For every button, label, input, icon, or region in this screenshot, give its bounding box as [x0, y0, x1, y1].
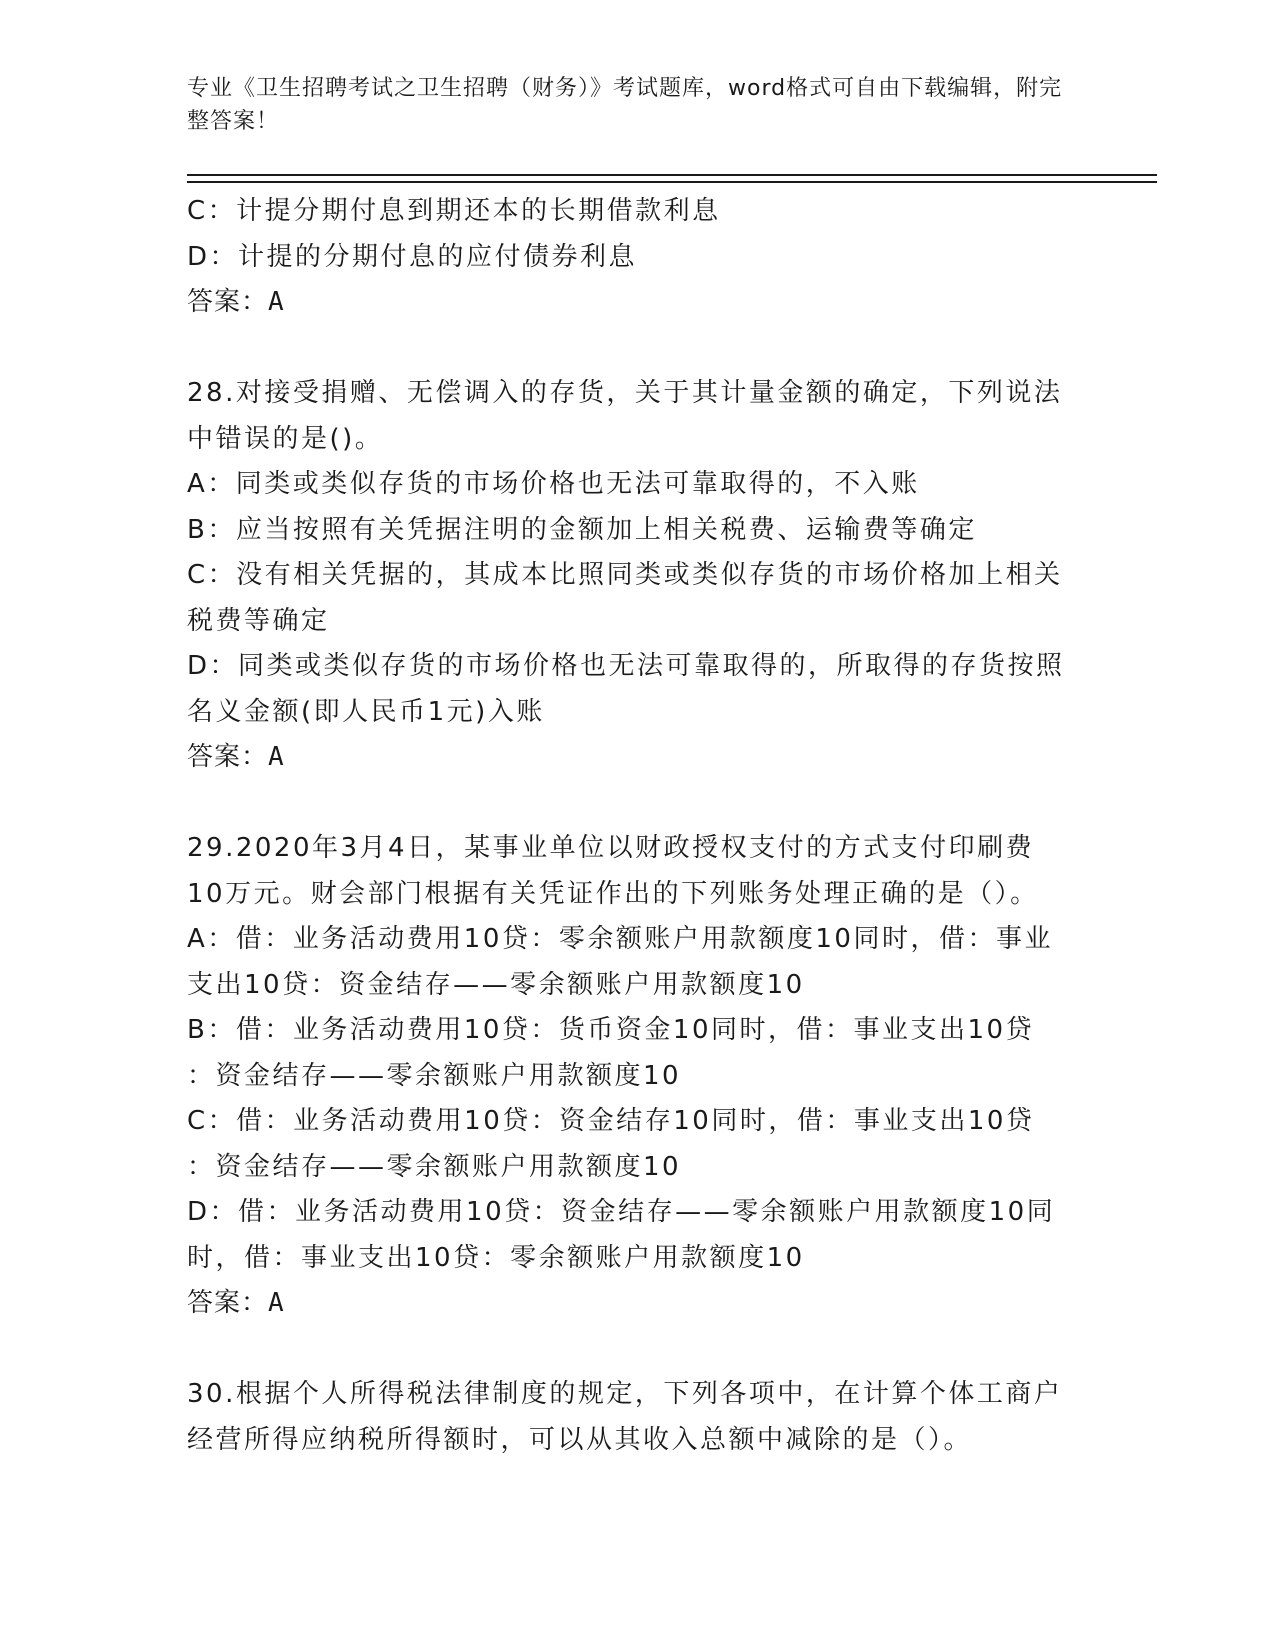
option-c-cont: 税费等确定 — [187, 605, 330, 636]
spacer — [187, 1327, 1067, 1373]
option-d: D：计提的分期付息的应付债券利息 — [187, 241, 638, 272]
option-b: B：应当按照有关凭据注明的金额加上相关税费、运输费等确定 — [187, 514, 977, 545]
question-stem-cont: 10万元。财会部门根据有关凭证作出的下列账务处理正确的是（）。 — [187, 878, 1039, 909]
answer — [187, 735, 1067, 781]
answer-value: A — [268, 1288, 285, 1318]
question-stem: 29.2020年3月4日，某事业单位以财政授权支付的方式支付印刷费 — [187, 833, 1035, 863]
question-29 — [187, 826, 1067, 1327]
answer — [187, 280, 1067, 326]
option-b-cont: ：资金结存——零余额账户用款额度10 — [187, 1060, 682, 1091]
question-stem-cont: 中错误的是()。 — [187, 423, 384, 454]
page-header — [187, 72, 1067, 138]
question-30 — [187, 1372, 1067, 1463]
option-d-cont: 时，借：事业支出10贷：零余额账户用款额度10 — [187, 1242, 805, 1273]
answer — [187, 1281, 1067, 1327]
option-c: C：借：业务活动费用10贷：资金结存10同时，借：事业支出10贷 — [187, 1106, 1035, 1136]
option-b: B：借：业务活动费用10贷：货币资金10同时，借：事业支出10贷 — [187, 1015, 1035, 1045]
option-c-cont: ：资金结存——零余额账户用款额度10 — [187, 1151, 682, 1182]
answer-label: 答案： — [187, 287, 269, 317]
question-28 — [187, 371, 1067, 781]
header-title: 专业《卫生招聘考试之卫生招聘（财务）》考试题库，word格式可自由下载编辑，附完整答案！ — [187, 76, 1063, 134]
question-stem: 28.对接受捐赠、无偿调入的存货，关于其计量金额的确定，下列说法 — [187, 378, 1063, 408]
question-27 — [187, 189, 1067, 326]
option-c: C：没有相关凭据的，其成本比照同类或类似存货的市场价格加上相关 — [187, 560, 1063, 590]
answer-value: A — [268, 742, 285, 772]
question-list — [187, 189, 1067, 1463]
option-a-cont: 支出10贷：资金结存——零余额账户用款额度10 — [187, 969, 805, 1000]
spacer — [187, 326, 1067, 372]
option-d: D：借：业务活动费用10贷：资金结存——零余额账户用款额度10同 — [187, 1197, 1056, 1227]
answer-value: A — [268, 287, 285, 317]
option-a: A：借：业务活动费用10贷：零余额账户用款额度10同时，借：事业 — [187, 924, 1053, 954]
spacer — [187, 781, 1067, 827]
header-divider-top — [187, 174, 1157, 176]
question-stem-cont: 经营所得应纳税所得额时，可以从其收入总额中减除的是（）。 — [187, 1424, 973, 1455]
answer-label: 答案： — [187, 1288, 269, 1318]
option-c: C：计提分期付息到期还本的长期借款利息 — [187, 196, 721, 226]
answer-label: 答案： — [187, 742, 269, 772]
question-stem: 30.根据个人所得税法律制度的规定，下列各项中，在计算个体工商户 — [187, 1379, 1063, 1409]
option-d-cont: 名义金额(即人民币1元)入账 — [187, 696, 545, 727]
header-divider-bottom — [187, 181, 1157, 183]
option-a: A：同类或类似存货的市场价格也无法可靠取得的，不入账 — [187, 469, 920, 499]
option-d: D：同类或类似存货的市场价格也无法可靠取得的，所取得的存货按照 — [187, 651, 1065, 681]
